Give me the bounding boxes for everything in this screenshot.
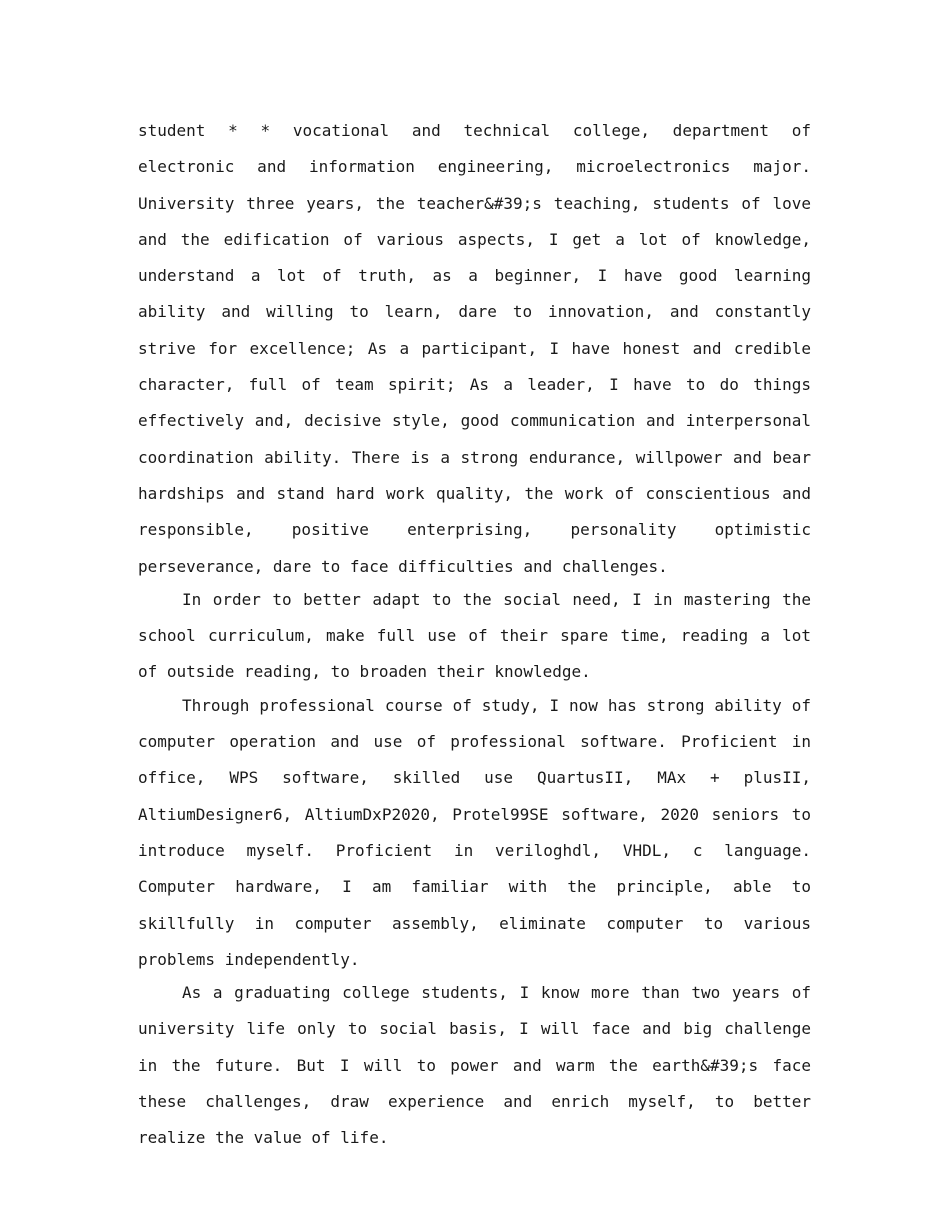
- paragraph-closing: As a graduating college students, I know more than two years of university life only to social basis, I will face and big challenge in the future. But I will to power and warm the earth&#39;s face these challenges, draw experience and enrich myself, to better realize the value of life.: [138, 983, 811, 1148]
- paragraph-reading: In order to better adapt to the social need, I in mastering the school curriculum, make full use of their spare time, reading a lot of outside reading, to broaden their knowledge.: [138, 589, 811, 682]
- paragraph-skills: Through professional course of study, I now has strong ability of computer operation and use of professional software. Proficient in office, WPS software, skilled use QuartusII, MAx + plusII, AltiumDesigner6, AltiumDxP2020, Protel99SE software, 2020 seniors to introduce myself. Proficient in veriloghdl, VHDL, c language. Computer hardware, I am familiar with the principle, able to skillfully in computer assembly, eliminate computer to various problems independently.: [138, 695, 811, 969]
- document-body: [138, 113, 811, 1157]
- paragraph-education: student * * vocational and technical college, department of electronic and information engineering, microelectronics major. University three years, the teacher&#39;s teaching, students of love and the edification of various aspects, I get a lot of knowledge, understand a lot of truth, as a beginner, I have good learning ability and willing to learn, dare to innovation, and constantly strive for excellence; As a participant, I have honest and credible character, full of team spirit; As a leader, I have to do things effectively and, decisive style, good communication and interpersonal coordination ability. There is a strong endurance, willpower and bear hardships and stand hard work quality, the work of conscientious and responsible, positive enterprising, personality optimistic perseverance, dare to face difficulties and challenges.: [138, 121, 811, 576]
